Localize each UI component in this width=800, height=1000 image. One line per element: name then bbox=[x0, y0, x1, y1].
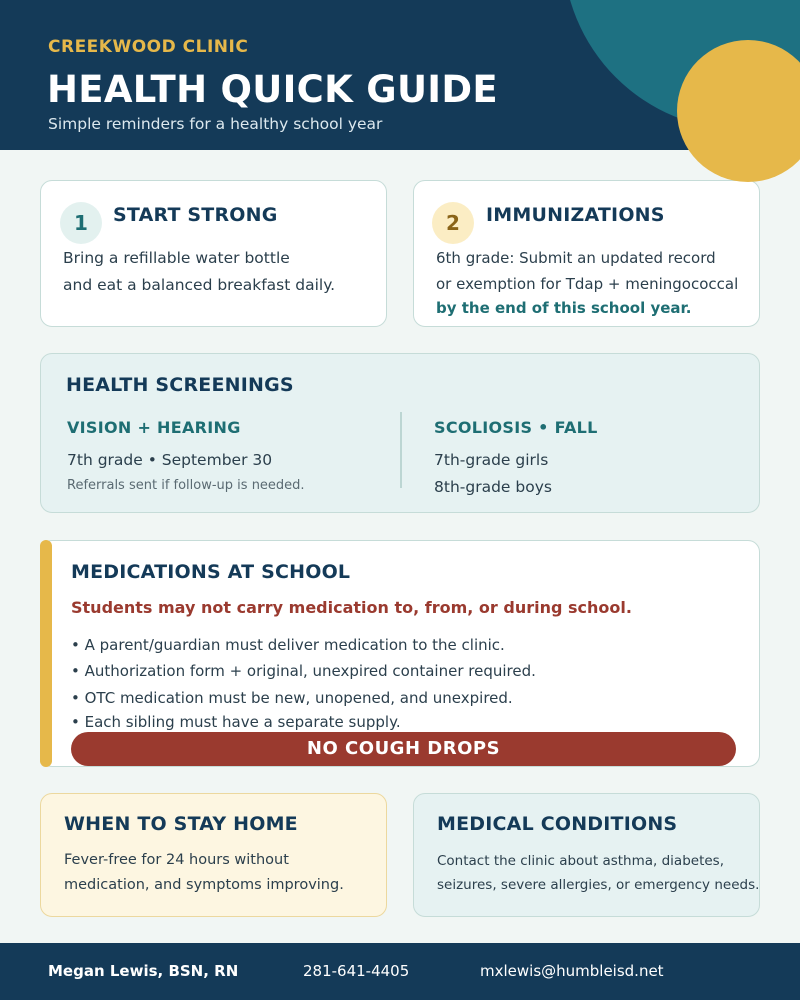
list-item: • A parent/guardian must deliver medication to the clinic. bbox=[71, 636, 505, 654]
card-title: MEDICAL CONDITIONS bbox=[437, 813, 678, 835]
column-divider bbox=[400, 412, 402, 488]
section-title: HEALTH SCREENINGS bbox=[66, 374, 294, 396]
card-title: IMMUNIZATIONS bbox=[486, 204, 665, 226]
scoliosis-title: SCOLIOSIS • FALL bbox=[434, 418, 598, 437]
vision-hearing-title: VISION + HEARING bbox=[67, 418, 241, 437]
step-number-badge: 1 bbox=[60, 202, 102, 244]
list-item: • OTC medication must be new, unopened, and unexpired. bbox=[71, 689, 513, 707]
card-text-line: 6th grade: Submit an updated record bbox=[436, 249, 716, 267]
card-text-line: or exemption for Tdap + meningococcal bbox=[436, 275, 739, 293]
deadline-emphasis: by the end of this school year. bbox=[436, 299, 692, 317]
page-subtitle: Simple reminders for a healthy school year bbox=[48, 115, 383, 133]
accent-bar bbox=[40, 540, 52, 767]
contact-footer bbox=[0, 943, 800, 1000]
nurse-name: Megan Lewis, BSN, RN bbox=[48, 962, 239, 980]
stay-home-card bbox=[40, 793, 387, 917]
card-text-line: seizures, severe allergies, or emergency needs. bbox=[437, 877, 760, 893]
vision-hearing-detail: 7th grade • September 30 bbox=[67, 451, 273, 469]
scoliosis-line: 8th-grade boys bbox=[434, 478, 552, 496]
page-title: HEALTH QUICK GUIDE bbox=[47, 68, 498, 111]
card-text-line: and eat a balanced breakfast daily. bbox=[63, 276, 336, 294]
step-number-badge: 2 bbox=[432, 202, 474, 244]
card-text-line: Fever-free for 24 hours without bbox=[64, 852, 289, 868]
medical-conditions-card bbox=[413, 793, 760, 917]
card-text-line: Bring a refillable water bottle bbox=[63, 249, 290, 267]
medication-warning: Students may not carry medication to, from, or during school. bbox=[71, 598, 632, 617]
clinic-name: CREEKWOOD CLINIC bbox=[48, 37, 249, 57]
email-address: mxlewis@humbleisd.net bbox=[480, 962, 664, 980]
scoliosis-line: 7th-grade girls bbox=[434, 451, 549, 469]
section-title: MEDICATIONS AT SCHOOL bbox=[71, 561, 351, 583]
card-text-line: Contact the clinic about asthma, diabetes, bbox=[437, 853, 725, 869]
start-strong-card bbox=[40, 180, 387, 327]
list-item: • Authorization form + original, unexpired container required. bbox=[71, 662, 536, 680]
referral-note: Referrals sent if follow-up is needed. bbox=[67, 478, 305, 493]
card-title: WHEN TO STAY HOME bbox=[64, 813, 298, 835]
health-screenings-card bbox=[40, 353, 760, 513]
phone-number: 281-641-4405 bbox=[303, 962, 410, 980]
no-cough-drops-banner: NO COUGH DROPS bbox=[71, 732, 736, 766]
list-item: • Each sibling must have a separate supply. bbox=[71, 713, 401, 731]
card-title: START STRONG bbox=[113, 204, 278, 226]
card-text-line: medication, and symptoms improving. bbox=[64, 877, 344, 893]
decorative-circle-gold bbox=[677, 40, 800, 182]
immunizations-card bbox=[413, 180, 760, 327]
medications-card bbox=[40, 540, 760, 767]
